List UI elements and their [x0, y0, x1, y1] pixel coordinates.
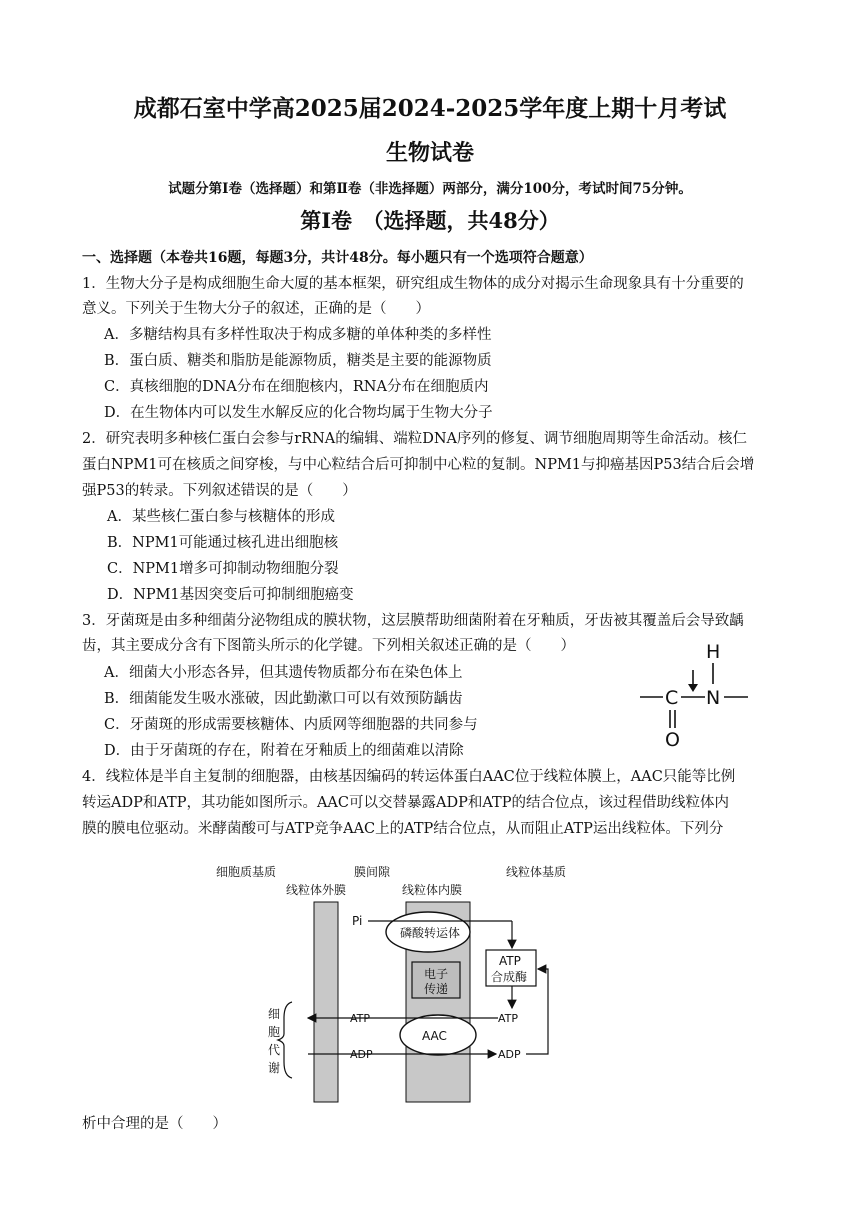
q3-stem-line1: 3．牙菌斑是由多种细菌分泌物组成的膜状物，这层膜帮助细菌附着在牙釉质，牙齿被其覆盖后会导致龋 — [82, 613, 744, 629]
q2-option-c: C．NPM1增多可抑制动物细胞分裂 — [107, 561, 339, 577]
q1-option-a: A．多糖结构具有多样性取决于构成多糖的单体种类的多样性 — [104, 327, 492, 343]
q4-stem-line2: 转运ADP和ATP，其功能如图所示。AAC可以交替暴露ADP和ATP的结合位点，该过程借助线粒体内 — [82, 795, 729, 811]
pi-label: Pi — [352, 914, 363, 928]
q3-option-a: A．细菌大小形态各异，但其遗传物质都分布在染色体上 — [104, 665, 463, 681]
peptide-o-label: O — [665, 729, 680, 751]
metabolism-char-4: 谢 — [268, 1061, 281, 1075]
outer-membrane-label: 线粒体外膜 — [286, 883, 347, 897]
adp-left-label: ADP — [350, 1048, 373, 1061]
metabolism-char-3: 代 — [268, 1043, 281, 1057]
arrow-head-icon — [688, 684, 698, 692]
q4-stem-line1: 4．线粒体是半自主复制的细胞器，由核基因编码的转运体蛋白AAC位于线粒体膜上，AAC只能等比例 — [82, 769, 736, 785]
q3-option-b: B．细菌能发生吸水涨破，因此勤漱口可以有效预防龋齿 — [104, 691, 463, 707]
adp-right-label: ADP — [498, 1048, 521, 1061]
section-heading: 一、选择题（本卷共16题，每题3分，共计48分。每小题只有一个选项符合题意） — [82, 250, 593, 266]
metabolism-char-2: 胞 — [268, 1025, 281, 1039]
metabolism-char-1: 细 — [268, 1007, 281, 1021]
peptide-h-label: H — [706, 641, 721, 663]
atp-right-label: ATP — [498, 1012, 519, 1025]
subject-title: 生物试卷 — [385, 140, 474, 166]
q1-stem-line2: 意义。下列关于生物大分子的叙述，正确的是（ ） — [82, 301, 430, 317]
atp-left-label: ATP — [350, 1012, 371, 1025]
q1-option-c: C．真核细胞的DNA分布在细胞核内，RNA分布在细胞质内 — [104, 379, 489, 395]
mitochondria-aac-figure — [216, 858, 620, 1108]
peptide-c-label: C — [665, 687, 679, 709]
outer-membrane — [314, 902, 338, 1102]
atp-synthase-label-1: ATP — [499, 954, 521, 968]
q2-option-b: B．NPM1可能通过核孔进出细胞核 — [107, 535, 339, 551]
atp-synthase-label-2: 合成酶 — [491, 970, 528, 984]
q2-stem-line2: 蛋白NPM1可在核质之间穿梭，与中心粒结合后可抑制中心粒的复制。NPM1与抑癌基因P53结合后会增 — [82, 457, 755, 473]
exam-instructions: 试题分第Ⅰ卷（选择题）和第Ⅱ卷（非选择题）两部分，满分100分，考试时间75分钟。 — [168, 181, 692, 197]
peptide-n-label: N — [706, 687, 721, 709]
q2-stem-line1: 2．研究表明多种核仁蛋白会参与rRNA的编辑、端粒DNA序列的修复、调节细胞周期等生命活动。核仁 — [82, 431, 748, 447]
q2-option-d: D．NPM1基因突变后可抑制细胞癌变 — [107, 587, 354, 603]
intermembrane-label: 膜间隙 — [354, 865, 391, 879]
metabolism-brace — [278, 1002, 292, 1078]
aac-label: AAC — [422, 1029, 447, 1043]
q3-option-c: C．牙菌斑的形成需要核糖体、内质网等细胞器的共同参与 — [104, 717, 478, 733]
electron-transport-label-2: 传递 — [424, 982, 449, 996]
q1-option-b: B．蛋白质、糖类和脂肪是能源物质，糖类是主要的能源物质 — [104, 353, 492, 369]
exam-title: 成都石室中学高2025届2024-2025学年度上期十月考试 — [133, 95, 727, 122]
q3-option-d: D．由于牙菌斑的存在，附着在牙釉质上的细菌难以清除 — [104, 743, 464, 759]
q1-option-d: D．在生物体内可以发生水解反应的化合物均属于生物大分子 — [104, 405, 493, 421]
inner-membrane-label: 线粒体内膜 — [402, 883, 463, 897]
matrix-label: 线粒体基质 — [506, 865, 567, 879]
electron-transport-label-1: 电子 — [424, 967, 449, 981]
cytoplasm-label: 细胞质基质 — [216, 865, 277, 879]
q1-stem-line1: 1．生物大分子是构成细胞生命大厦的基本框架，研究组成生物体的成分对揭示生命现象具有十分重要的 — [82, 276, 744, 292]
part-title: 第Ⅰ卷 （选择题，共48分） — [300, 208, 560, 233]
q2-option-a: A．某些核仁蛋白参与核糖体的形成 — [107, 509, 335, 525]
peptide-bond-figure — [636, 638, 756, 752]
q3-stem-line2: 齿，其主要成分含有下图箭头所示的化学键。下列相关叙述正确的是（ ） — [82, 638, 575, 654]
q4-stem-line4: 析中合理的是（ ） — [82, 1116, 227, 1132]
q2-stem-line3: 强P53的转录。下列叙述错误的是（ ） — [82, 483, 357, 499]
q4-stem-line3: 膜的膜电位驱动。米酵菌酸可与ATP竞争AAC上的ATP结合位点，从而阻止ATP运出线粒体。下列分 — [82, 821, 724, 837]
phosphate-transporter-label: 磷酸转运体 — [400, 926, 461, 940]
